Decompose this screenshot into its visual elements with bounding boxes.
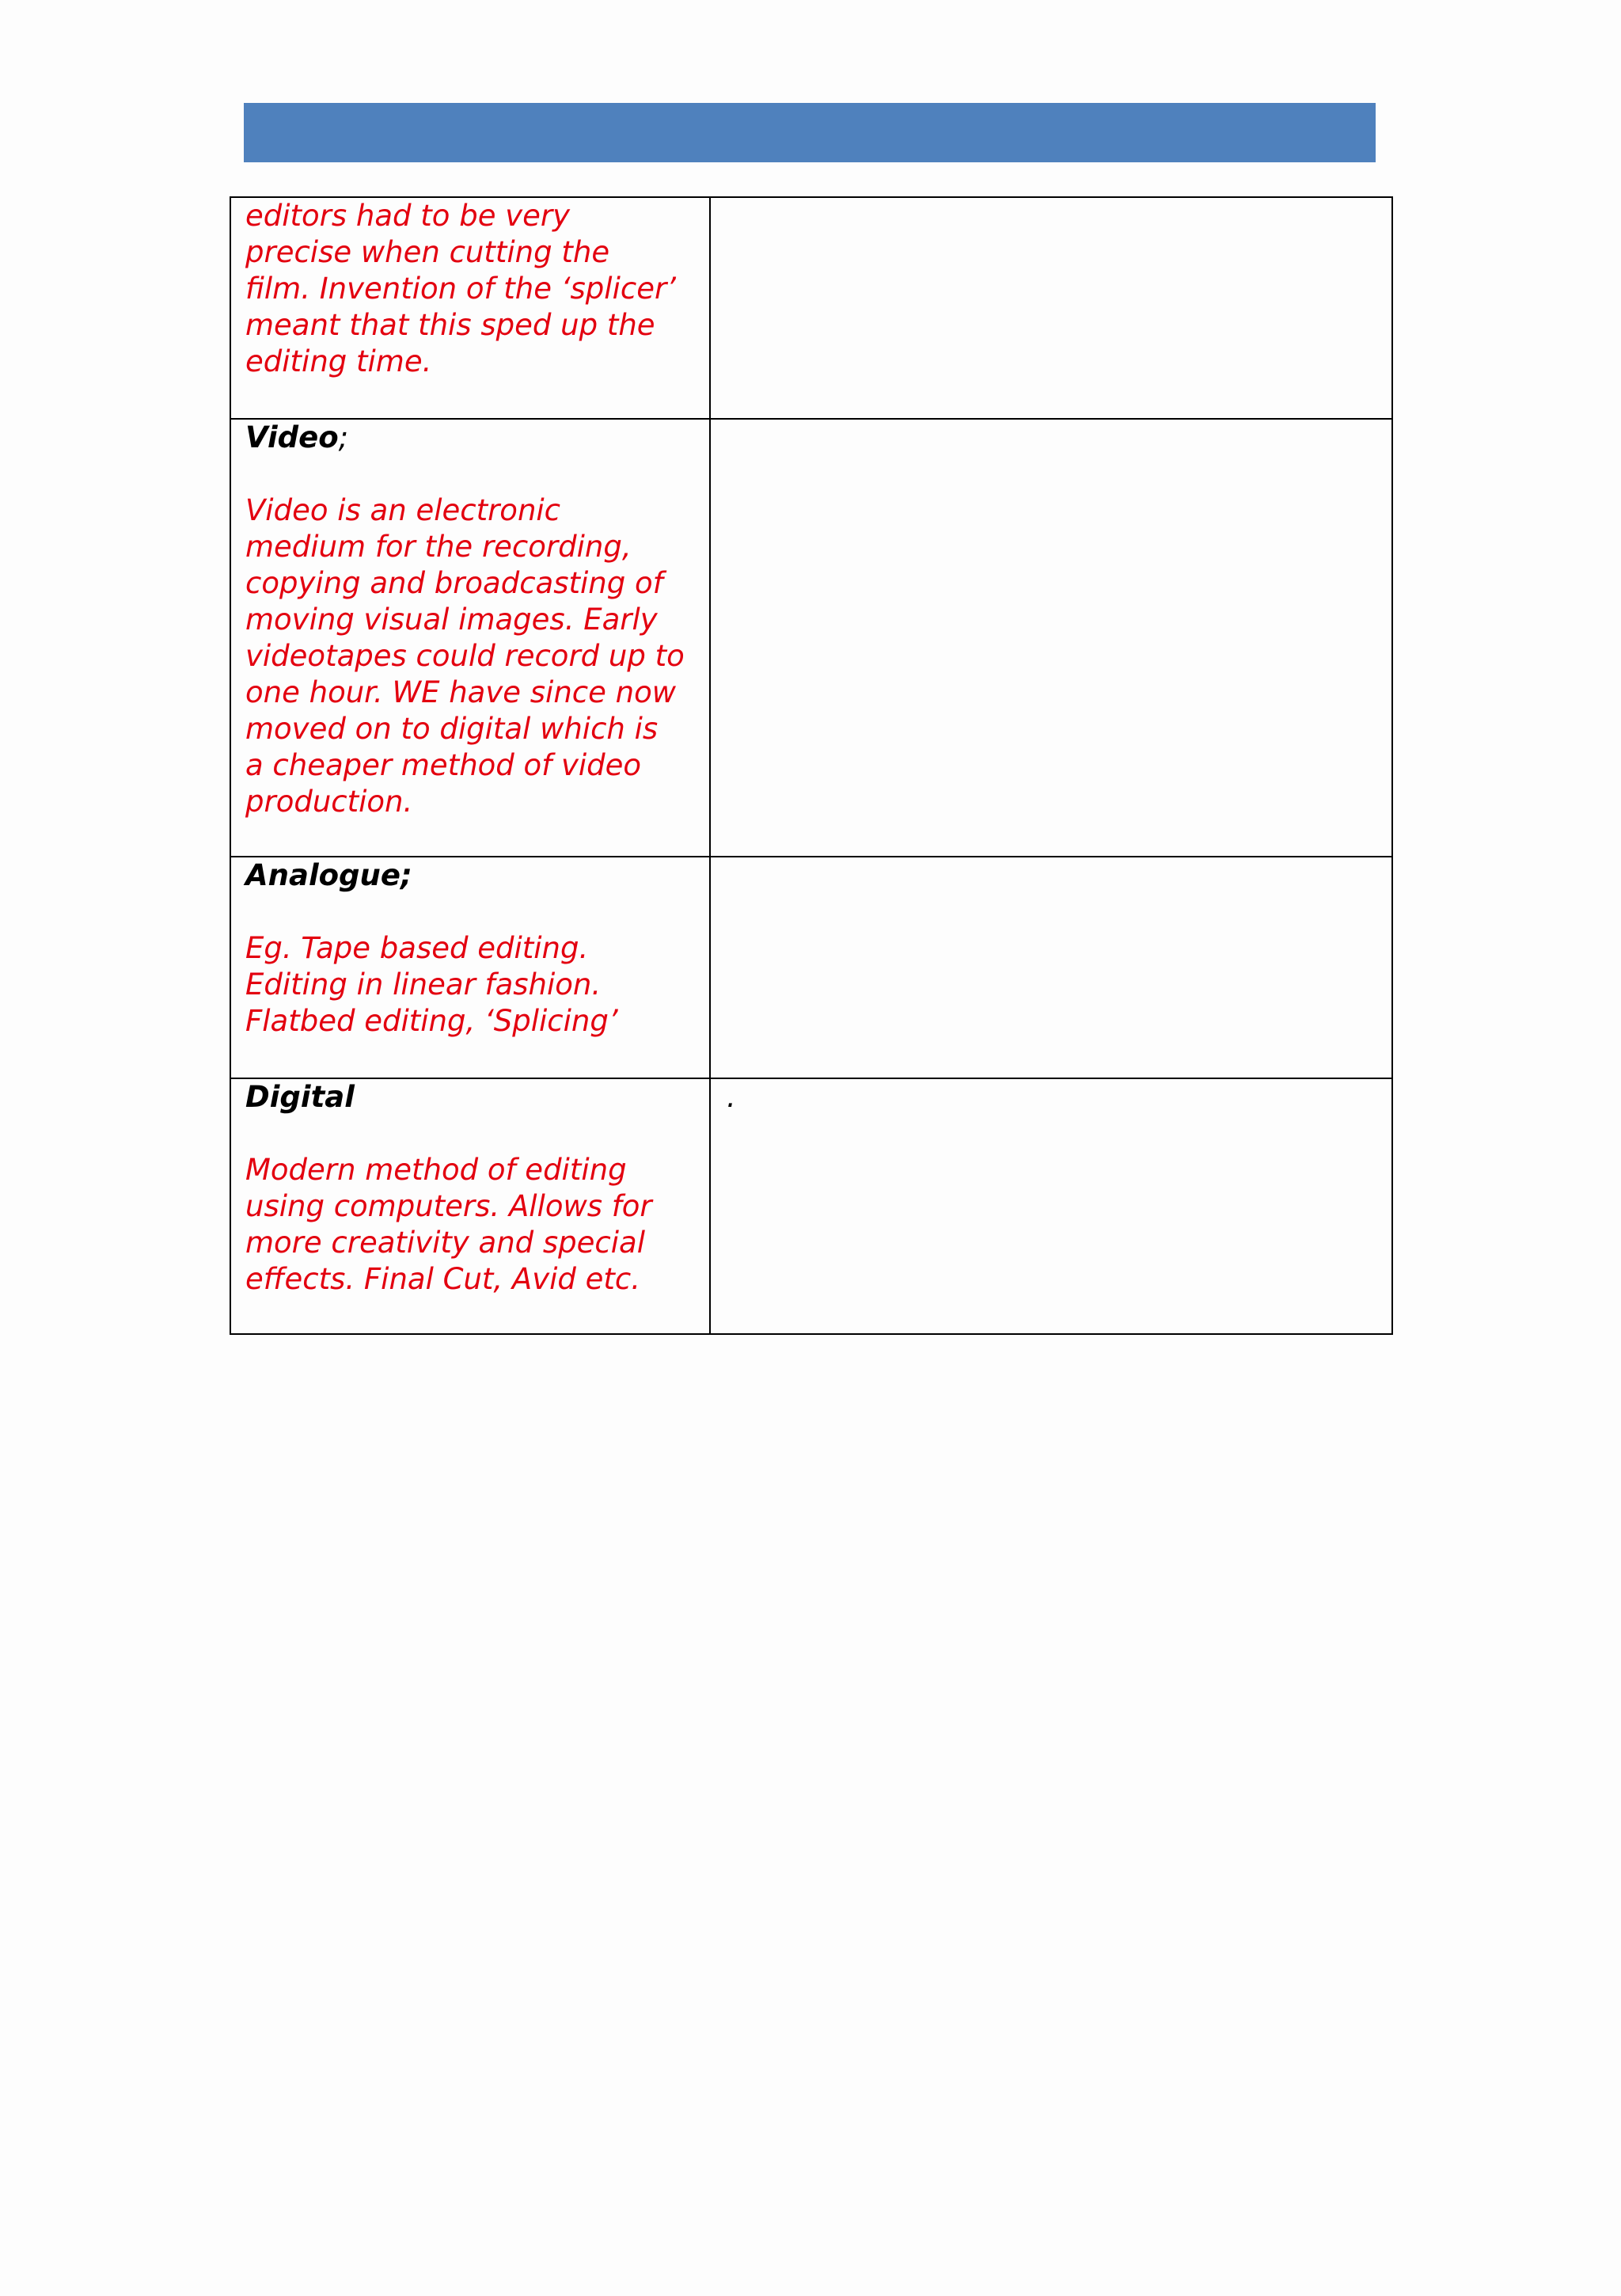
notes-table [230,196,1393,1335]
description-text: Eg. Tape based editing. Editing in linear fashion. Flatbed editing, ‘Splicing’ [245,931,618,1038]
term-cell [230,419,710,857]
description-text: Modern method of editing using computers. Allows for more creativity and special effects. Final Cut, Avid etc. [245,1153,652,1296]
notes-cell [710,1078,1392,1334]
description-text: editors had to be very precise when cutting the film. Invention of the ‘splicer’ meant that this sped up the editing time. [245,199,676,378]
table-row [230,1078,1392,1334]
term-label: Analogue; [245,858,412,892]
notes-cell [710,857,1392,1078]
term-label: Video [245,420,339,454]
term-cell [230,197,710,419]
term-label: Digital [245,1080,355,1114]
notes-cell [710,197,1392,419]
table-row [230,197,1392,419]
description-text: Video is an electronic medium for the recording, copying and broadcasting of moving visual images. Early videotapes could record up to one hour. WE have since now moved on to digital which is a cheaper method of video production. [245,493,685,819]
term-heading [245,1079,693,1116]
table-row [230,419,1392,857]
term-cell [230,1078,710,1334]
term-heading [245,420,693,456]
notes-cell [710,419,1392,857]
header-bar [244,103,1376,162]
term-suffix: ; [338,420,349,454]
table-row [230,857,1392,1078]
term-heading [245,857,693,894]
notes-text: . [727,1080,736,1114]
term-cell [230,857,710,1078]
